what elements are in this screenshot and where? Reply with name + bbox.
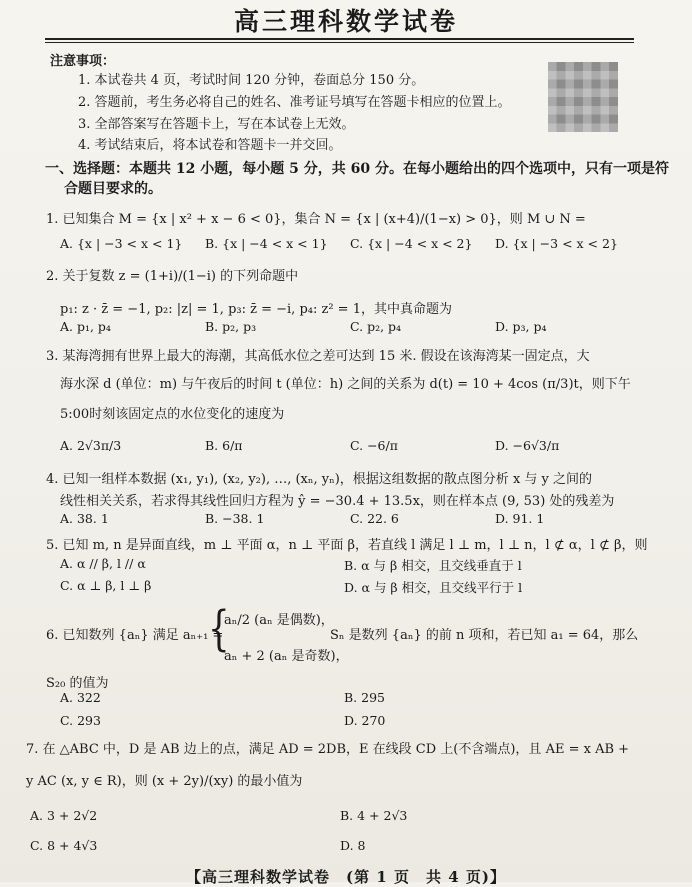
title-divider-thin — [45, 42, 634, 43]
question-3-option-a: A. 2√3π/3 — [60, 438, 122, 453]
question-7-line-1: 7. 在 △ABC 中，D 是 AB 边上的点，满足 AD = 2DB，E 在线段 CD 上(不含端点)，且 AE = x AB + — [26, 742, 630, 757]
question-7-option-c: C. 8 + 4√3 — [30, 838, 98, 853]
question-4-option-b: B. −38. 1 — [205, 511, 265, 526]
question-4-option-a: A. 38. 1 — [60, 511, 109, 526]
question-6-case-1: aₙ/2 (aₙ 是偶数)， — [224, 613, 334, 628]
question-2-option-c: C. p₂, p₄ — [350, 319, 402, 334]
question-3-line-1: 3. 某海湾拥有世界上最大的海潮，其高低水位之差可达到 15 米. 假设在该海湾某一固定点，大 — [46, 349, 590, 364]
question-2-propositions: p₁: z · z̄ = −1, p₂: |z| = 1, p₃: z̄ = −i, p₄: z² = 1，其中真命题为 — [60, 302, 452, 317]
question-3-line-3: 5:00时刻该固定点的水位变化的速度为 — [60, 407, 285, 422]
question-2-stem: 2. 关于复数 z = (1+i)/(1−i) 的下列命题中 — [46, 269, 299, 284]
notice-heading: 注意事项： — [50, 54, 116, 69]
question-5-option-c: C. α ⊥ β, l ⊥ β — [60, 578, 152, 593]
section-heading: 一、选择题：本题共 12 小题，每小题 5 分，共 60 分。在每小题给出的四个选项中，只有一项是符 — [45, 161, 669, 177]
notice-item: 3. 全部答案写在答题卡上，写在本试卷上无效。 — [78, 117, 355, 132]
notice-item: 2. 答题前，考生务必将自己的姓名、准考证号填写在答题卡相应的位置上。 — [78, 95, 511, 110]
question-6-case-2: aₙ + 2 (aₙ 是奇数)， — [224, 649, 349, 664]
question-7-option-b: B. 4 + 2√3 — [340, 808, 408, 823]
question-3-option-c: C. −6/π — [350, 438, 398, 453]
question-6-line-2: S₂₀ 的值为 — [46, 676, 109, 691]
question-7-option-a: A. 3 + 2√2 — [30, 808, 98, 823]
question-4-line-1: 4. 已知一组样本数据 (x₁, y₁), (x₂, y₂), …, (xₙ, yₙ)，根据这组数据的散点图分析 x 与 y 之间的 — [46, 472, 593, 487]
question-6-stem-cont: Sₙ 是数列 {aₙ} 的前 n 项和，若已知 a₁ = 64，那么 — [330, 628, 639, 643]
question-2-option-d: D. p₃, p₄ — [495, 319, 547, 334]
question-3-line-2: 海水深 d (单位：m) 与午夜后的时间 t (单位：h) 之间的关系为 d(t) = 10 + 4cos (π/3)t，则下午 — [60, 377, 631, 392]
question-6-option-d: D. 270 — [344, 713, 386, 728]
notice-item: 4. 考试结束后，将本试卷和答题卡一并交回。 — [78, 138, 342, 153]
question-1-option-a: A. {x | −3 < x < 1} — [60, 236, 183, 251]
question-1-option-b: B. {x | −4 < x < 1} — [205, 236, 328, 251]
question-3-option-d: D. −6√3/π — [495, 438, 560, 453]
question-5-option-a: A. α // β, l // α — [60, 556, 146, 571]
page-footer: 【高三理科数学试卷 (第 1 页 共 4 页)】 — [186, 868, 506, 886]
question-1-stem: 1. 已知集合 M = {x | x² + x − 6 < 0}，集合 N = {x | (x+4)/(1−x) > 0}，则 M ∪ N = — [46, 212, 586, 227]
question-4-option-c: C. 22. 6 — [350, 511, 399, 526]
question-6-option-c: C. 293 — [60, 713, 101, 728]
question-5-option-d: D. α 与 β 相交，且交线平行于 l — [344, 580, 523, 595]
question-1-option-d: D. {x | −3 < x < 2} — [495, 236, 618, 251]
question-1-option-c: C. {x | −4 < x < 2} — [350, 236, 473, 251]
notice-item: 1. 本试卷共 4 页，考试时间 120 分钟，卷面总分 150 分。 — [78, 73, 425, 88]
blurred-qr-code — [548, 62, 618, 132]
question-5-stem: 5. 已知 m, n 是异面直线，m ⊥ 平面 α，n ⊥ 平面 β，若直线 l 满足 l ⊥ m，l ⊥ n，l ⊄ α，l ⊄ β，则 — [46, 538, 648, 553]
title-divider — [45, 38, 634, 40]
question-4-option-d: D. 91. 1 — [495, 511, 545, 526]
question-6-option-b: B. 295 — [344, 690, 385, 705]
question-2-option-b: B. p₂, p₃ — [205, 319, 257, 334]
question-4-line-2: 线性相关关系，若求得其线性回归方程为 ŷ = −30.4 + 13.5x，则在样本点 (9, 53) 处的残差为 — [60, 494, 615, 509]
question-6-option-a: A. 322 — [60, 690, 101, 705]
section-heading-cont: 合题目要求的。 — [64, 181, 162, 197]
question-6-stem: 6. 已知数列 {aₙ} 满足 aₙ₊₁ = — [46, 628, 224, 643]
question-2-option-a: A. p₁, p₄ — [60, 319, 111, 334]
question-5-option-b: B. α 与 β 相交，且交线垂直于 l — [344, 558, 522, 573]
page-title: 高三理科数学试卷 — [233, 7, 458, 36]
piecewise-brace: { — [208, 601, 230, 657]
question-7-option-d: D. 8 — [340, 838, 366, 853]
question-7-line-2: y AC (x, y ∈ R)，则 (x + 2y)/(xy) 的最小值为 — [26, 774, 303, 789]
question-3-option-b: B. 6/π — [205, 438, 243, 453]
